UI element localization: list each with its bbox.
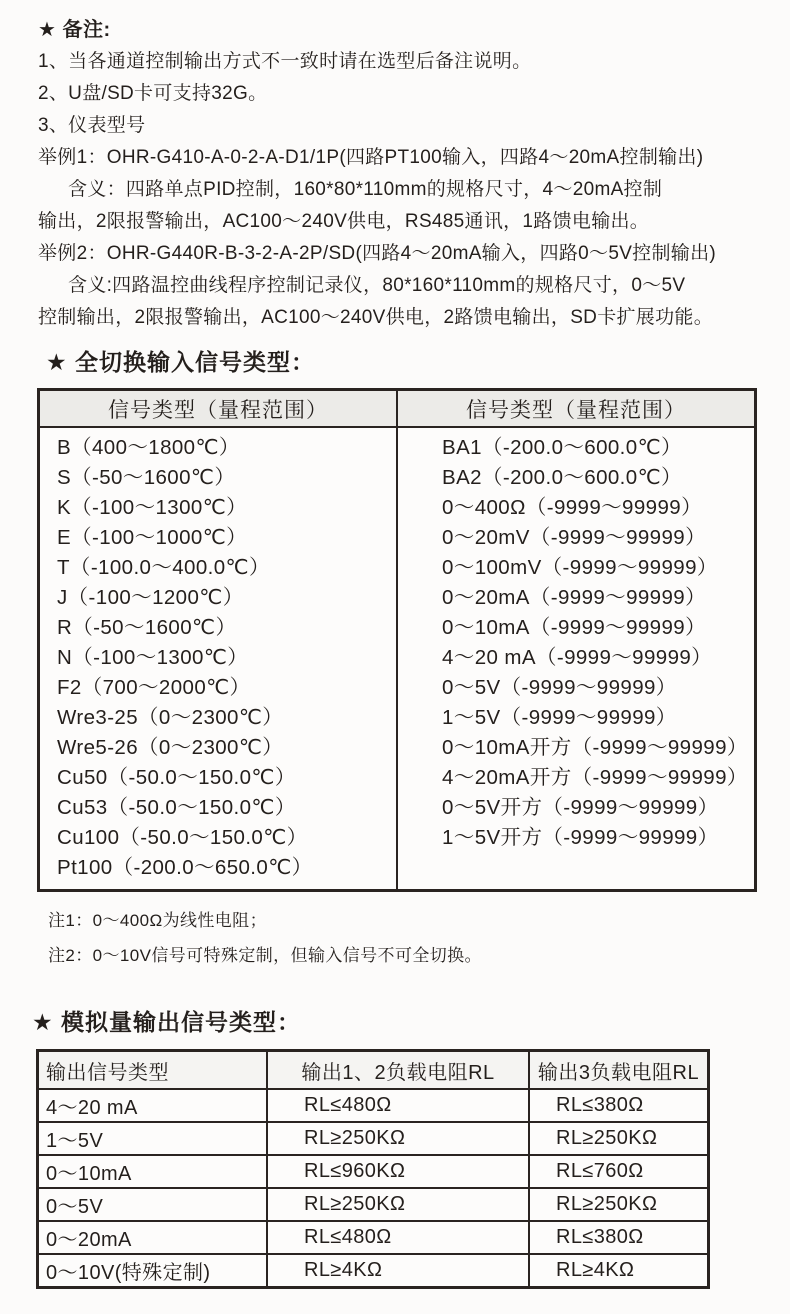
model-example-1-meaning: 含义：四路单点PID控制，160*80*110mm的规格尺寸，4～20mA控制: [68, 179, 663, 200]
output-table-row: [38, 1089, 709, 1122]
signal-row: N（-100～1300℃）: [57, 646, 249, 669]
signal-row: 1～5V开方（-9999～99999）: [442, 826, 719, 849]
output-table-row: [38, 1155, 709, 1188]
signal-row: Wre5-26（0～2300℃）: [57, 736, 284, 759]
input-table-right-cell: [397, 427, 756, 891]
output-header-load-12: 输出1、2负载电阻RL: [267, 1051, 529, 1090]
signal-row: B（400～1800℃）: [57, 436, 240, 459]
signal-row: 4～20 mA（-9999～99999）: [442, 646, 713, 669]
output-table-header-row: [38, 1051, 709, 1090]
output-load-3: RL≤380Ω: [529, 1089, 709, 1122]
output-load-12: RL≤480Ω: [267, 1089, 529, 1122]
input-signal-section-title: ★ 全切换输入信号类型：: [46, 349, 316, 375]
signal-row: S（-50～1600℃）: [57, 466, 236, 489]
signal-row: Cu53（-50.0～150.0℃）: [57, 796, 296, 819]
output-signal-type: 0～10mA: [38, 1155, 268, 1188]
output-load-3: RL≥4KΩ: [529, 1254, 709, 1288]
footnote-1: 注1：0～400Ω为线性电阻；: [48, 911, 267, 930]
signal-row: Cu50（-50.0～150.0℃）: [57, 766, 296, 789]
output-table-row: [38, 1254, 709, 1288]
signal-row: Wre3-25（0～2300℃）: [57, 706, 284, 729]
signal-row: 0～400Ω（-9999～99999）: [442, 496, 702, 519]
signal-row: Pt100（-200.0～650.0℃）: [57, 856, 313, 879]
footnote-2: 注2：0～10V信号可特殊定制，但输入信号不可全切换。: [48, 946, 482, 965]
signal-row: BA1（-200.0～600.0℃）: [442, 436, 682, 459]
remarks-section: [38, 14, 757, 334]
output-table-row: [38, 1221, 709, 1254]
signal-row: 0～20mV（-9999～99999）: [442, 526, 706, 549]
model-example-1: 举例1：OHR-G410-A-0-2-A-D1/1P(四路PT100输入，四路4～20mA控制输出): [38, 147, 704, 168]
remark-line-1: 1、当各通道控制输出方式不一致时请在选型后备注说明。: [38, 51, 532, 72]
signal-row: 1～5V（-9999～99999）: [442, 706, 677, 729]
output-table-row: [38, 1122, 709, 1155]
output-load-12: RL≤480Ω: [267, 1221, 529, 1254]
output-load-3: RL≤760Ω: [529, 1155, 709, 1188]
output-signal-type: 1～5V: [38, 1122, 268, 1155]
signal-row: 0～5V（-9999～99999）: [442, 676, 677, 699]
output-signal-type: 4～20 mA: [38, 1089, 268, 1122]
input-table-header-right: 信号类型（量程范围）: [397, 390, 756, 428]
signal-row: Cu100（-50.0～150.0℃）: [57, 826, 308, 849]
output-header-signal-type: 输出信号类型: [38, 1051, 268, 1090]
remark-line-2: 2、U盘/SD卡可支持32G。: [38, 83, 268, 104]
output-signal-section-title: ★ 模拟量输出信号类型：: [32, 1009, 302, 1035]
signal-row: BA2（-200.0～600.0℃）: [442, 466, 682, 489]
output-load-3: RL≤380Ω: [529, 1221, 709, 1254]
output-signal-type: 0～5V: [38, 1188, 268, 1221]
output-load-12: RL≥250KΩ: [267, 1188, 529, 1221]
output-load-3: RL≥250KΩ: [529, 1122, 709, 1155]
output-header-load-3: 输出3负载电阻RL: [529, 1051, 709, 1090]
output-load-3: RL≥250KΩ: [529, 1188, 709, 1221]
input-table-header-row: [39, 390, 756, 428]
input-table-left-cell: [39, 427, 398, 891]
remarks-title: ★ 备注:: [38, 19, 111, 41]
model-example-2-meaning-cont: 控制输出，2限报警输出，AC100～240V供电，2路馈电输出，SD卡扩展功能。: [38, 307, 713, 328]
model-example-1-meaning-cont: 输出，2限报警输出，AC100～240V供电，RS485通讯，1路馈电输出。: [38, 211, 650, 232]
signal-row: 0～5V开方（-9999～99999）: [442, 796, 719, 819]
signal-row: K（-100～1300℃）: [57, 496, 248, 519]
input-table-footnotes: [48, 909, 757, 968]
signal-row: 0～10mA（-9999～99999）: [442, 616, 706, 639]
remark-line-3: 3、仪表型号: [38, 115, 146, 136]
model-example-2-meaning: 含义:四路温控曲线程序控制记录仪，80*160*110mm的规格尺寸，0～5V: [68, 275, 686, 296]
signal-row: 0～20mA（-9999～99999）: [442, 586, 706, 609]
signal-row: F2（700～2000℃）: [57, 676, 251, 699]
signal-row: 0～10mA开方（-9999～99999）: [442, 736, 748, 759]
signal-row: T（-100.0～400.0℃）: [57, 556, 270, 579]
model-example-2: 举例2：OHR-G440R-B-3-2-A-2P/SD(四路4～20mA输入，四路0～5V控制输出): [38, 243, 717, 264]
signal-row: E（-100～1000℃）: [57, 526, 248, 549]
output-signal-type: 0～10V(特殊定制): [38, 1254, 268, 1288]
output-table-row: [38, 1188, 709, 1221]
output-signal-type: 0～20mA: [38, 1221, 268, 1254]
input-signal-table: [37, 388, 757, 892]
output-signal-table: [36, 1049, 710, 1289]
input-table-header-left: 信号类型（量程范围）: [39, 390, 398, 428]
signal-row: R（-50～1600℃）: [57, 616, 237, 639]
output-load-12: RL≥250KΩ: [267, 1122, 529, 1155]
signal-row: J（-100～1200℃）: [57, 586, 244, 609]
output-load-12: RL≥4KΩ: [267, 1254, 529, 1288]
input-table-body-row: [39, 427, 756, 891]
signal-row: 4～20mA开方（-9999～99999）: [442, 766, 748, 789]
output-load-12: RL≤960KΩ: [267, 1155, 529, 1188]
signal-row: 0～100mV（-9999～99999）: [442, 556, 718, 579]
